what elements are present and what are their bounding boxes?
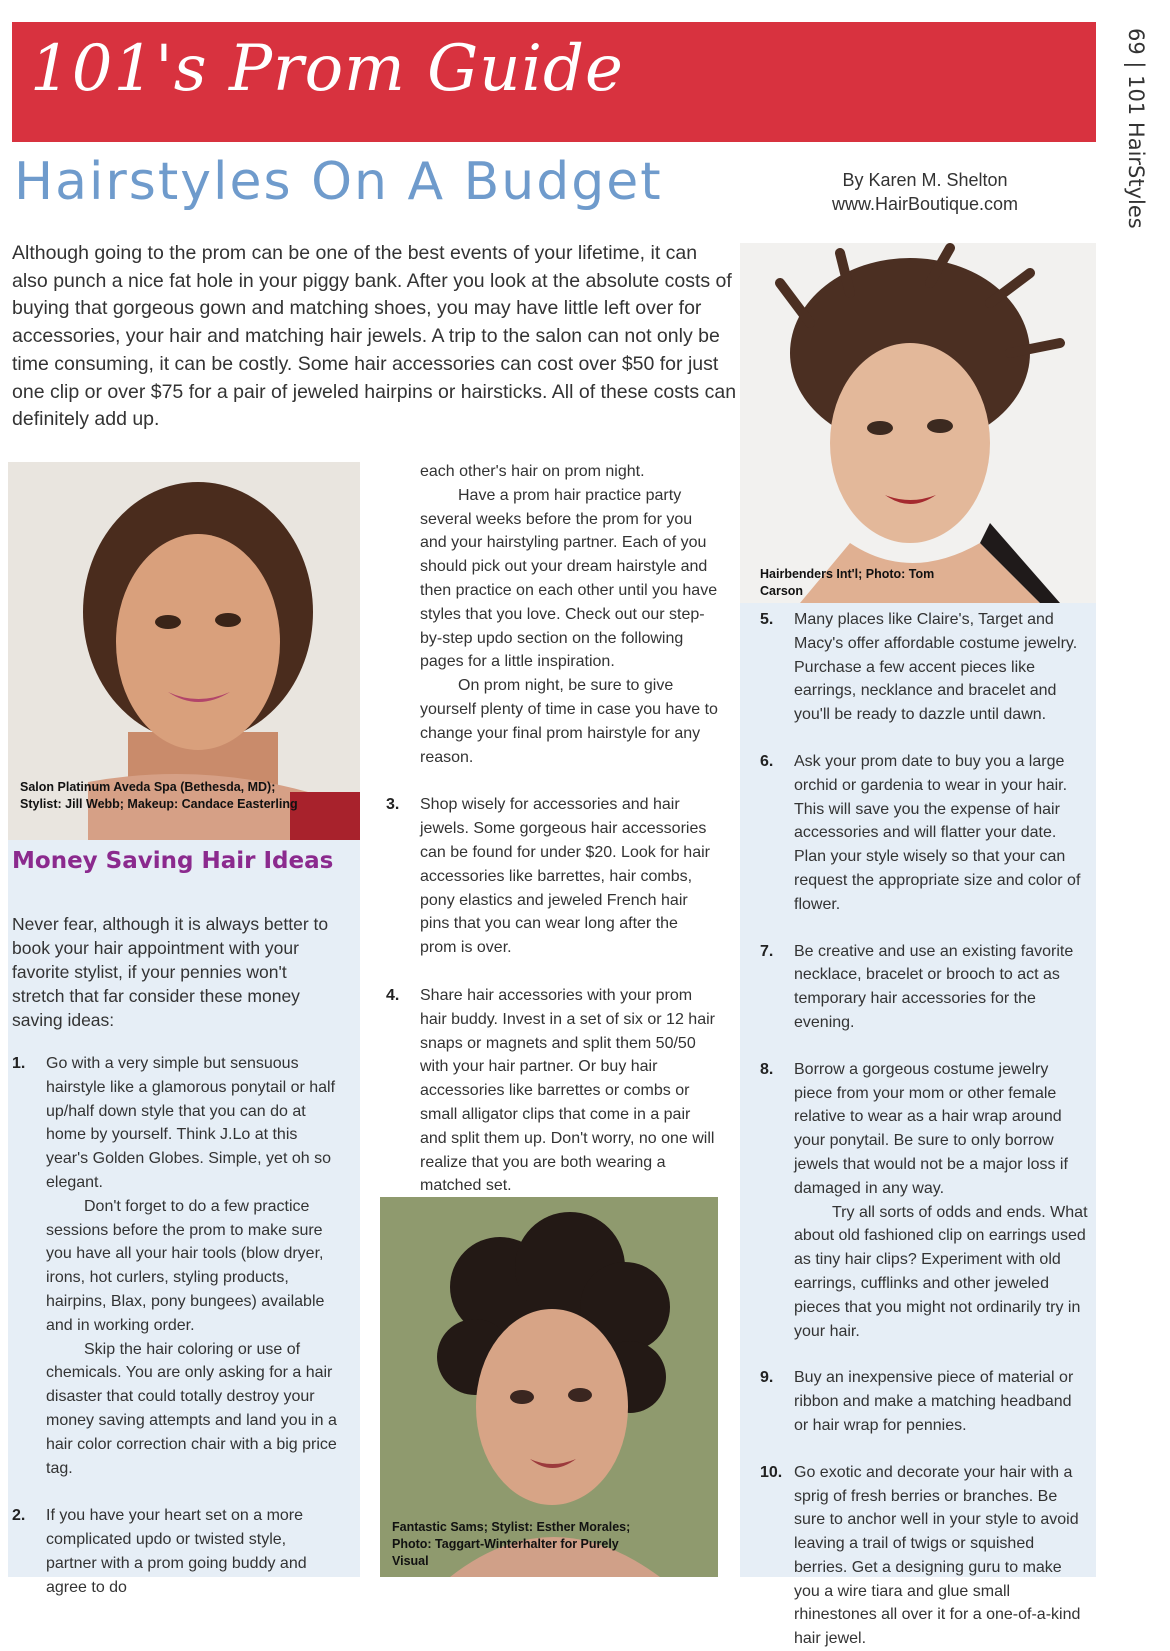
- tip-text: Share hair accessories with your prom hair buddy. Invest in a set of six or 12 hair snaps or magnets and split them 50/50 with your hair partner. Or buy hair accessories like barrettes or combs or small alligator clips that come in a pair and split them up. Don't worry, no one will realize that you are both wearing a matched set.: [420, 986, 715, 1195]
- tip-number: 8.: [760, 1060, 774, 1078]
- tip-text: Go exotic and decorate your hair with a sprig of fresh berries or branches. Be sure to anchor well in your style to avoid leaving a trail of twigs or squished berries. Get a designing guru to make you a wire tiara and glue small rhinestones all over it for a one-of-a-kind hair jewel.: [794, 1463, 1081, 1648]
- tip-4: [386, 984, 718, 1198]
- tip-text: Borrow a gorgeous costume jewelry piece from your mom or other female relative to wear as a hair wrap around your ponytail. Be sure to only borrow jewels that would not be a major loss if damaged in any way.: [794, 1060, 1068, 1197]
- photo-model-2: [740, 243, 1096, 603]
- section-heading: Money Saving Hair Ideas: [12, 848, 334, 874]
- photo-caption-1: Salon Platinum Aveda Spa (Bethesda, MD); Stylist: Jill Webb; Makeup: Candace Easterling: [20, 780, 298, 811]
- prom-guide-banner: [12, 22, 1096, 142]
- article-headline: Hairstyles On A Budget: [14, 152, 663, 212]
- tip-number: 4.: [386, 986, 400, 1004]
- tip-10: [760, 1461, 1090, 1651]
- tip-number: 5.: [760, 611, 774, 628]
- tip-text: each other's hair on prom night.: [420, 463, 645, 480]
- tip-2: [12, 1504, 340, 1599]
- tip-paragraph: Try all sorts of odds and ends. What about old fashioned clip on earrings used as tiny hair clips? Experiment with old earrings, cufflinks and other jeweled pieces that you might not ordinarily try in your hair.: [794, 1203, 1088, 1340]
- tip-number: 6.: [760, 752, 774, 770]
- tip-9: [760, 1366, 1090, 1437]
- tip-text: Many places like Claire's, Target and Macy's offer affordable costume jewelry. Purchase a few accent pieces like earrings, necklance and bracelet and you'll be ready to dazzle until dawn.: [794, 611, 1078, 724]
- middle-column-text: [386, 460, 718, 1198]
- tip-text: Go with a very simple but sensuous hairstyle like a glamorous ponytail or half up/half down style that you can do at home by yourself. Think J.Lo at this year's Golden Globes. Simple, yet oh so elegant.: [46, 1055, 336, 1191]
- tip-number: 7.: [760, 942, 774, 960]
- photo-caption-3: Fantastic Sams; Stylist: Esther Morales; Photo: Taggart-Winterhalter for Purely Visual: [392, 1520, 631, 1568]
- byline: [780, 168, 1070, 216]
- tip-paragraph: Have a prom hair practice party several weeks before the prom for you and your hairstyling partner. Each of you should pick out your dream hairstyle and then practice on each other until you have styles that you love. Check out our step-by-step updo section on the following pages for a little inspiration.: [420, 486, 718, 671]
- author-name: By Karen M. Shelton: [842, 170, 1008, 190]
- page-folio: 69 | 101 HairStyles: [1124, 28, 1148, 229]
- tip-number: 1.: [12, 1055, 26, 1072]
- tip-1: [12, 1052, 340, 1480]
- website-link[interactable]: www.HairBoutique.com: [831, 194, 1019, 214]
- tip-6: [760, 750, 1090, 917]
- tip-5: [760, 608, 1090, 727]
- tip-text: Shop wisely for accessories and hair jewels. Some gorgeous hair accessories can be found for under $20. Look for hair accessories like barrettes, hair combs, pony elastics and jeweled French hair pins that you can wear long after the prom is over.: [420, 796, 710, 957]
- intro-paragraph: Although going to the prom can be one of the best events of your lifetime, it can also punch a nice fat hole in your piggy bank. After you look at the absolute costs of buying that gorgeous gown and matching shoes, you may have little left over for accessories, your hair and matching hair jewels. A trip to the salon can not only be time consuming, it can be costly. Some hair accessories can cost over $50 for just one clip or over $75 for a pair of jeweled hairpins or hairsticks. All of these costs can definitely add up.: [12, 242, 737, 431]
- left-column-text: [12, 1052, 340, 1600]
- tip-7: [760, 940, 1090, 1035]
- tip-text: If you have your heart set on a more complicated updo or twisted style, partner with a prom going buddy and agree to do: [46, 1507, 307, 1596]
- tip-8: [760, 1058, 1090, 1344]
- tip-number: 10.: [760, 1463, 783, 1481]
- section-lead: Never fear, although it is always better to book your hair appointment with your favorite stylist, if your pennies won't stretch that far consider these money saving ideas:: [12, 914, 329, 1030]
- tip-number: 9.: [760, 1369, 774, 1387]
- tip-number: 3.: [386, 796, 400, 814]
- tip-paragraph: Don't forget to do a few practice sessions before the prom to make sure you have all your hair tools (blow dryer, irons, hot curlers, styling products, hairpins, Blax, pony bungees) available and in working order.: [46, 1197, 325, 1334]
- tip-number: 2.: [12, 1507, 26, 1525]
- tip-text: Be creative and use an existing favorite necklace, bracelet or brooch to act as temporary hair accessories for the evening.: [794, 942, 1074, 1031]
- photo-caption-2: Hairbenders Int'l; Photo: Tom Carson: [760, 567, 935, 598]
- portrait-illustration-2: [740, 243, 1096, 603]
- tip-paragraph: On prom night, be sure to give yourself plenty of time in case you have to change your final prom hairstyle for any reason.: [420, 677, 718, 766]
- tip-2-continued: [386, 460, 718, 769]
- right-column-text: [760, 608, 1090, 1651]
- tip-3: [386, 793, 718, 960]
- banner-title: 101's Prom Guide: [30, 32, 624, 106]
- tip-text: Buy an inexpensive piece of material or ribbon and make a matching headband or hair wrap for pennies.: [794, 1369, 1074, 1434]
- tip-text: Ask your prom date to buy you a large orchid or gardenia to wear in your hair. This will save you the expense of hair accessories and will flatter your date. Plan your style wisely so that your can request the appropriate size and color of flower.: [794, 752, 1081, 913]
- tip-paragraph: Skip the hair coloring or use of chemicals. You are only asking for a hair disaster that could totally destroy your money saving attempts and land you in a hair color correction chair with a big price tag.: [46, 1340, 337, 1477]
